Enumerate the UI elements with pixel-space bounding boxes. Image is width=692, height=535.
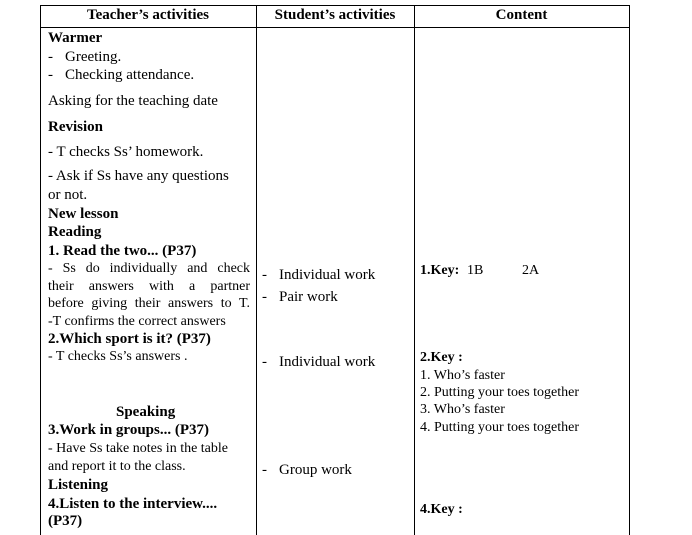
asking-teaching-date: Asking for the teaching date <box>48 93 218 109</box>
revision-title: Revision <box>48 119 104 135</box>
revision-homework: - T checks Ss’ homework. <box>48 144 204 160</box>
column-divider-2 <box>414 5 415 535</box>
task1-line4: -T confirms the correct answers <box>48 314 226 329</box>
task2-title: 2.Which sport is it? (P37) <box>48 331 211 347</box>
task3-line1: - Have Ss take notes in the table <box>48 441 229 456</box>
warmer-title: Warmer <box>48 30 103 46</box>
task1-title: 1. Read the two... (P37) <box>48 243 197 259</box>
table-top-border <box>40 5 630 6</box>
lesson-plan-table <box>40 5 630 535</box>
student-bullet: - <box>262 354 267 370</box>
key1-answer-1: 1B <box>467 263 484 278</box>
column-divider-1 <box>256 5 257 535</box>
table-right-border <box>629 5 630 535</box>
speaking-title: Speaking <box>116 404 176 420</box>
task4-title: 4.Listen to the interview.... <box>48 496 218 512</box>
header-bottom-border <box>40 27 630 28</box>
student-bullet: - <box>262 289 267 305</box>
key4-label: 4.Key : <box>420 502 463 517</box>
student-pair-work: Pair work <box>279 289 338 305</box>
new-lesson-title: New lesson <box>48 206 119 222</box>
student-individual-work-2: Individual work <box>279 354 376 370</box>
header-content: Content <box>495 7 548 23</box>
key2-label: 2.Key : <box>420 350 463 365</box>
listening-title: Listening <box>48 477 109 493</box>
warmer-item-attendance: Checking attendance. <box>65 67 195 83</box>
table-left-border <box>40 5 41 535</box>
key2-item-1: 1. Who’s faster <box>420 368 505 383</box>
student-bullet: - <box>262 462 267 478</box>
reading-title: Reading <box>48 224 102 240</box>
header-student-activities: Student’s activities <box>274 7 396 23</box>
warmer-item-greeting: Greeting. <box>65 49 122 65</box>
revision-questions: - Ask if Ss have any questions <box>48 168 229 184</box>
student-individual-work-1: Individual work <box>279 267 376 283</box>
task4-page: (P37) <box>48 513 83 529</box>
key2-item-3: 3. Who’s faster <box>420 402 505 417</box>
revision-questions-cont: or not. <box>48 187 88 203</box>
key1-label: 1.Key: <box>420 263 460 278</box>
student-group-work: Group work <box>279 462 352 478</box>
key2-item-2: 2. Putting your toes together <box>420 385 580 400</box>
key1-answer-2: 2A <box>522 263 540 278</box>
task1-line3: before giving their answers to T. <box>48 296 250 311</box>
student-bullet: - <box>262 267 267 283</box>
task2-line1: - T checks Ss’s answers . <box>48 349 188 364</box>
key2-item-4: 4. Putting your toes together <box>420 420 580 435</box>
task3-line2: and report it to the class. <box>48 459 186 474</box>
header-teacher-activities: Teacher’s activities <box>86 7 210 23</box>
task1-line2: their answers with a partner <box>48 279 250 294</box>
warmer-bullet: - <box>48 49 53 65</box>
warmer-bullet: - <box>48 67 53 83</box>
task1-line1: - Ss do individually and check <box>48 261 250 276</box>
task3-title: 3.Work in groups... (P37) <box>48 422 209 438</box>
